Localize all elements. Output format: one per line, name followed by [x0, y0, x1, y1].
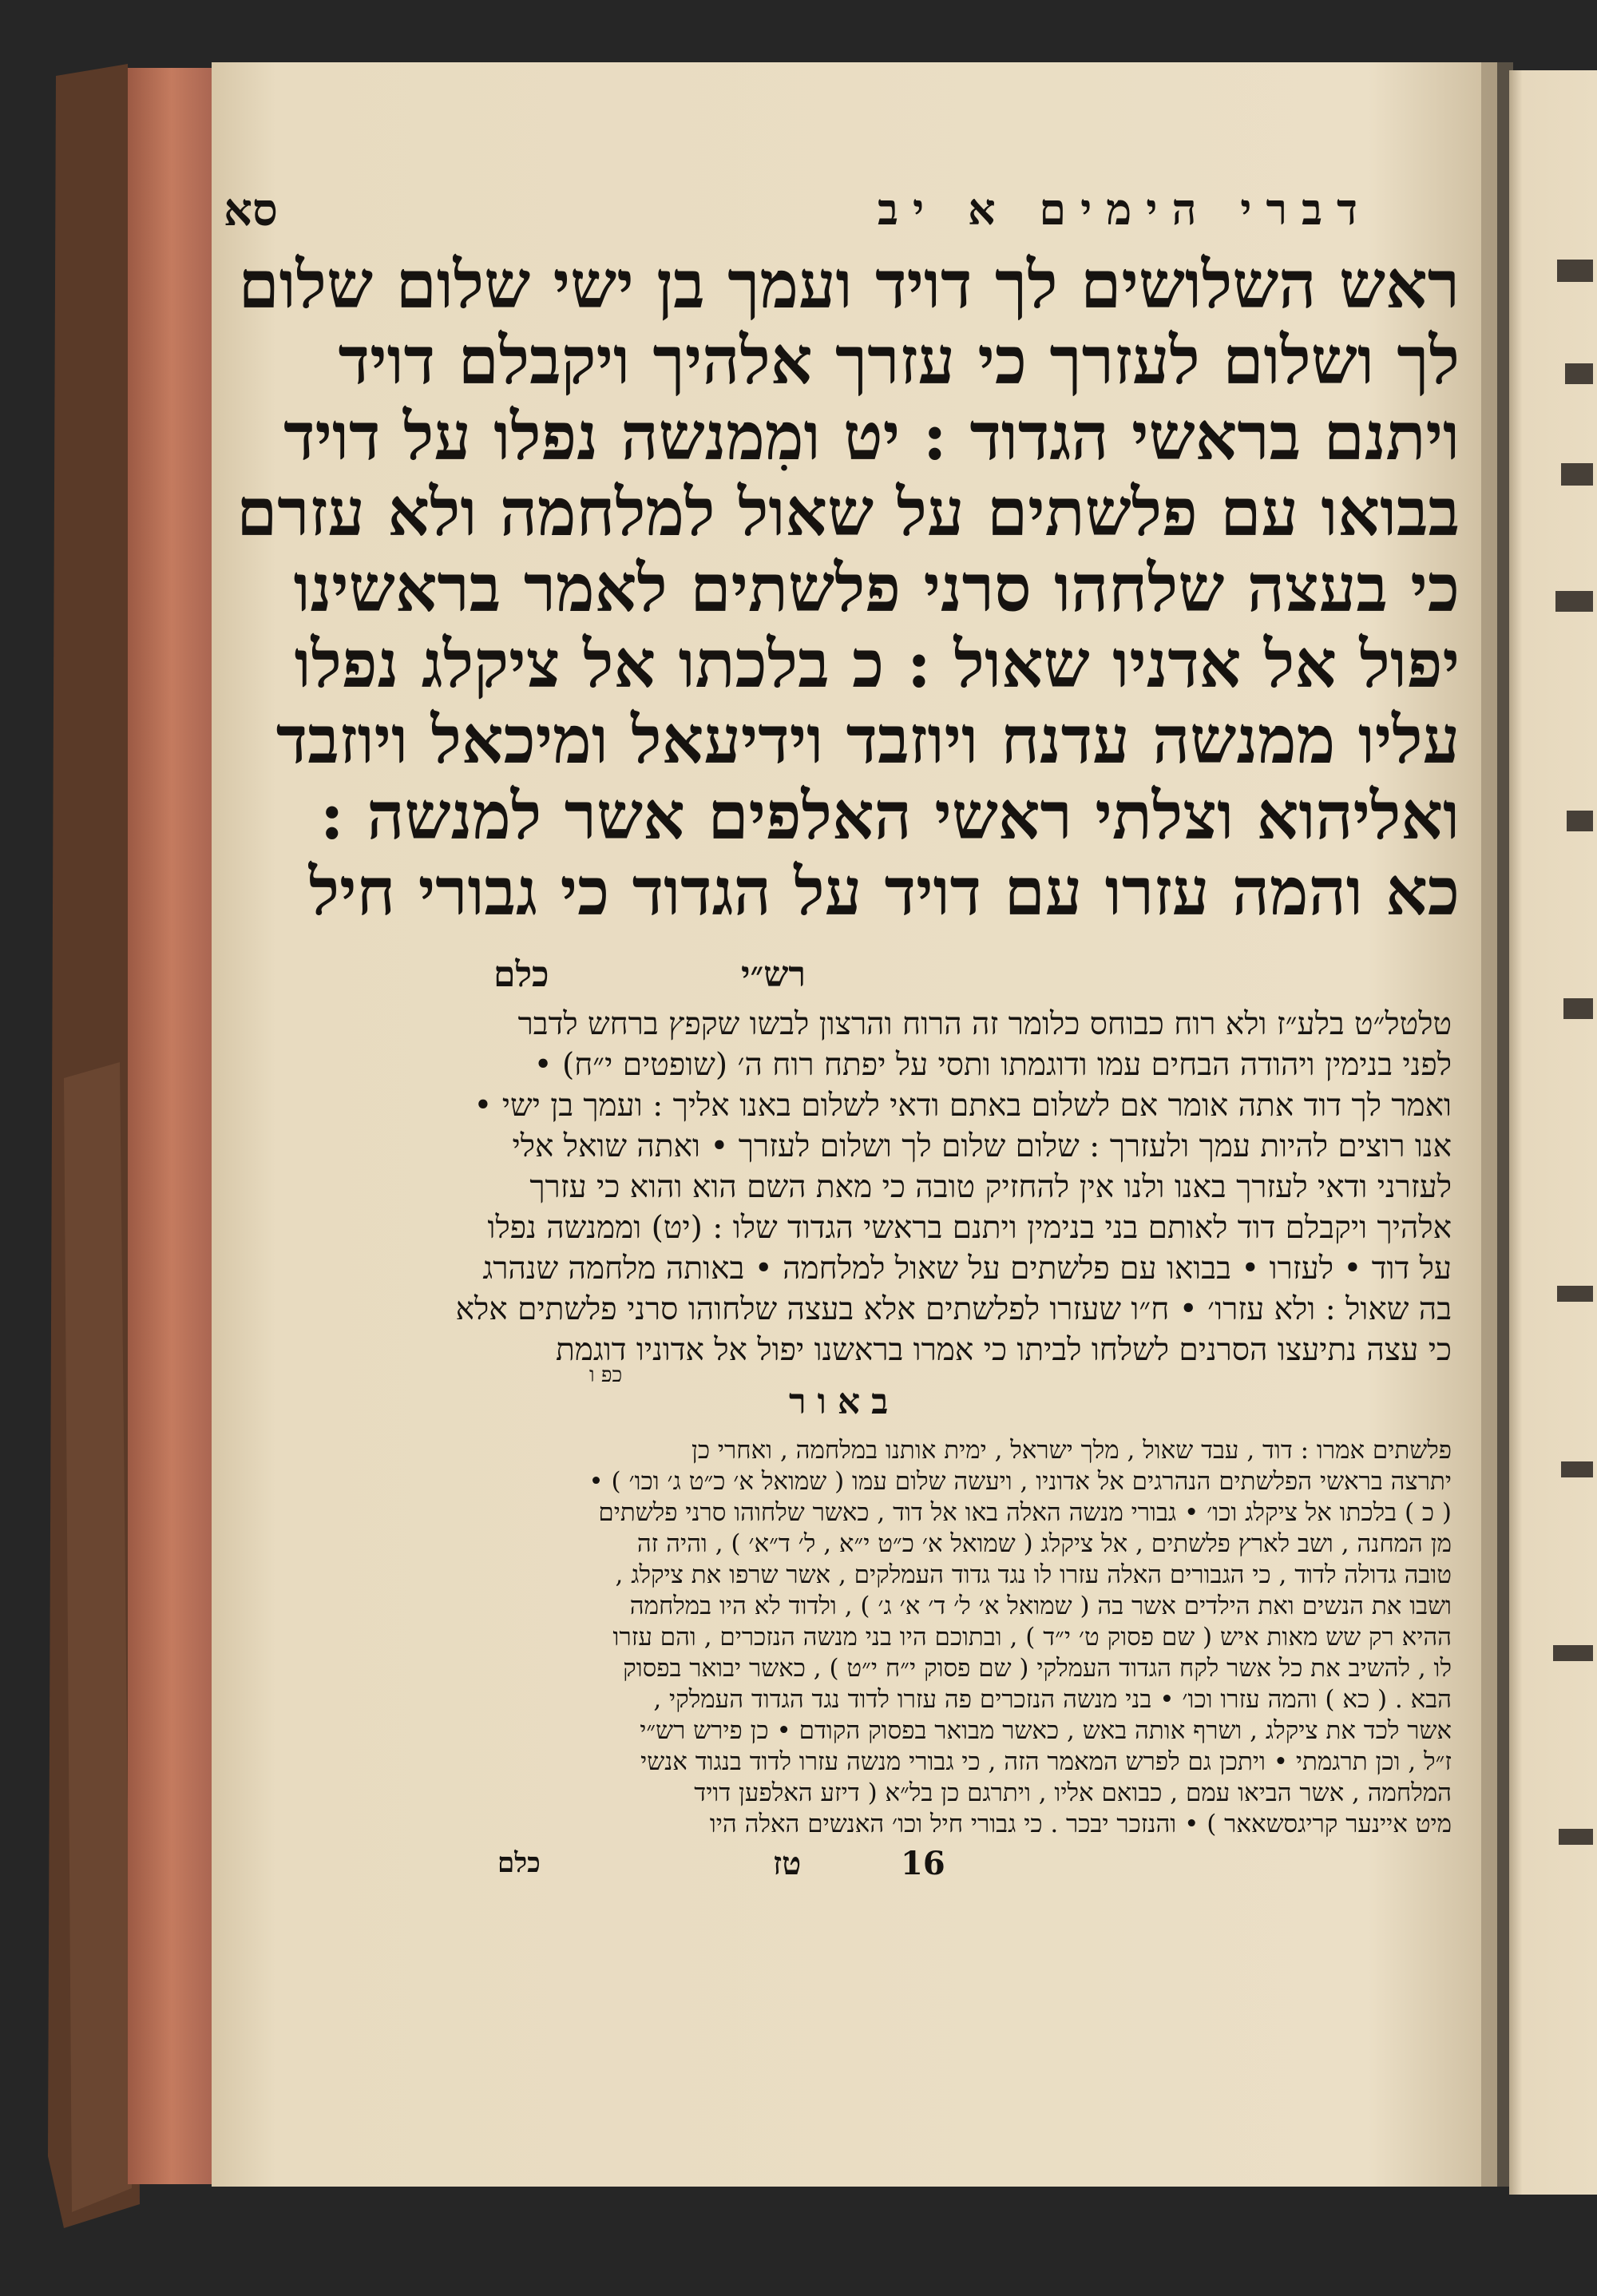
leather-cover-shade	[64, 1062, 132, 2212]
rashi-line: בה שאול : ולא עזרו׳ • ח״ו שעזרו לפלשתים אלא בעצה שלחוהו סרני פלשתים אלא	[455, 1291, 1452, 1327]
right-fragment	[1555, 591, 1593, 612]
scripture-line: ואליהוא וצלתי ראשי האלפים אשר למנשה :	[319, 778, 1460, 855]
folio-number: סא	[224, 184, 278, 236]
scripture-line: לך ושלום לעזרך כי עזרך אלהיך ויקבלם דויד	[338, 323, 1460, 399]
rashi-line: לעזרני ודאי לעזרך באנו ולנו אין להחזיק טובה כי מאת השם הוא והוא כי עזרך	[529, 1169, 1452, 1205]
biur-line: ההיא רק שש מאות איש ( שם פסוק ט׳ י״ד ) , ובתוכם היו בני מנשה הנזכרים , והם עזרו	[612, 1623, 1452, 1652]
rashi-line: כי עצה נתיעצו הסרנים לשלחו לביתו כי אמרו בראשנו יפול אל אדוניו דוגמת	[555, 1332, 1452, 1368]
biur-line: המלחמה , אשר הביאו עמם , כבואם אליו , ויתרגם כן בל״א ( דיזע האלפען דויד	[694, 1779, 1452, 1807]
right-fragment	[1567, 811, 1593, 831]
rashi-line: טלטל״ט בלע״ז ולא רוח כבוחס כלומר זה הרוח והרצון לבשו שקפץ ברחש לדבר	[517, 1006, 1452, 1042]
rashi-line: על דוד • לעזרו • בבואו עם פלשתים על שאול למלחמה • באותה מלחמה שנהרג	[482, 1251, 1452, 1287]
scripture-line: בבואו עם פלשתים על שאול למלחמה ולא עזרם	[236, 474, 1460, 551]
biur-line: אשר לכד את ציקלג , ושרף אותה באש , כאשר מבואר בפסוק הקודם • כן פירש רש״י	[640, 1716, 1452, 1745]
right-fragment	[1565, 363, 1593, 384]
biur-line: ז״ל , וכן תרגמתי • ויתכן גם לפרש המאמר הזה , כי גבורי מנשה עזרו לדוד בנגוד אנשי	[640, 1747, 1452, 1776]
biur-line: יתרצה בראשי הפלשתים הנהרגים אל אדוניו , ויעשה שלום עמו ( שמואל א׳ כ״ט ג׳ וכו׳ ) •	[588, 1467, 1452, 1496]
rashi-small-catchword: כפ ו	[589, 1363, 623, 1387]
scripture-line: עליו ממנשה עדנח ויוזבד וידיעאל ומיכאל ויוזבד	[275, 702, 1460, 779]
biur-line: לו , להשיב את כל אשר לקח הגדוד העמלקי ( שם פסוק י״ח י״ט ) , כאשר יבואר בפסוק	[623, 1654, 1452, 1683]
signature-mark: טז	[773, 1845, 802, 1882]
scripture-line: ויתנם בראשי הגדוד : יט ומִמנשה נפלו על דויד	[283, 399, 1460, 475]
running-head	[214, 184, 1492, 256]
scripture-line: ראש השלושים לך דויד ועמך בן ישי שלום שלום	[238, 247, 1460, 323]
rashi-line: לפני בנימין ויהודה הבחים עמו ודוגמתו ותסי על יפתח רוח ה׳ (שופטים י״ח) •	[533, 1047, 1452, 1083]
footer-catchword: כלם	[497, 1847, 541, 1879]
right-fragment	[1563, 998, 1593, 1019]
biur-line: טובה גדולה לדוד , כי הגבורים האלה עזרו לו נגד גדוד העמלקים , אשר שרפו את ציקלג ,	[615, 1560, 1452, 1589]
biur-line: פלשתים אמרו : דוד , עבד שאול , מלך ישראל , ימית אותנו במלחמה , ואחרי כן	[691, 1436, 1452, 1465]
running-title: דברי הימים א יב	[877, 184, 1372, 235]
biur-line: מיט איינער קריגסשאאר ) • והנזכר יבכר . כי גבורי חיל וכו׳ האנשים האלה היו	[709, 1810, 1452, 1838]
right-fragment	[1557, 1286, 1593, 1302]
right-page	[1509, 70, 1597, 2195]
biur-heading: באור	[789, 1382, 900, 1422]
rashi-catchword: כלם	[493, 954, 549, 995]
right-fragment	[1553, 1645, 1593, 1661]
rashi-line: ואמר לך דוד אתה אומר אם לשלום באתם ודאי לשלום באנו אליך : ועמך בן ישי •	[474, 1088, 1452, 1124]
rashi-line: אלהיך ויקבלם דוד לאותם בני בנימין ויתנם בראשי הגדוד שלו : (יט) וממנשה נפלו	[487, 1210, 1452, 1246]
biur-line: ושבו את הנשים ואת הילדים אשר בה ( שמואל א׳ ל׳ ד׳ א׳ ג׳ ) , ולדוד לא היו במלחמה	[629, 1592, 1452, 1620]
right-fragment	[1561, 1461, 1593, 1477]
scripture-line: כא והמה עזרו עם דויד על הגדוד כי גבורי חיל	[308, 854, 1460, 930]
biur-line: הבא . ( כא ) והמה עזרו וכו׳ • בני מנשה הנזכרים פה עזרו לדוד נגד הגדוד העמלקי ,	[653, 1685, 1452, 1714]
right-fragment	[1557, 260, 1593, 282]
scripture-line: יפול אל אדניו שאול : כ בלכתו אל ציקלג נפלו	[294, 626, 1460, 703]
rashi-heading: רש״י	[741, 954, 806, 995]
page-edges	[128, 68, 216, 2184]
right-fragment	[1559, 1829, 1593, 1845]
right-fragment	[1561, 463, 1593, 486]
signature-number: 16	[901, 1845, 945, 1882]
biur-line: מן המחנה , ושב לארץ פלשתים , אל ציקלג ( שמואל א׳ כ״ט י״א , ל׳ ד״א׳ ) , והיה זה	[636, 1529, 1452, 1558]
rashi-line: אנו רוצים להיות עמך ולעזרך : שלום שלום לך ושלום לעזרך • ואתה שואל אלי	[512, 1128, 1452, 1164]
biur-line: ( כ ) בלכתו אל ציקלג וכו׳ • גבורי מנשה האלה באו אל דוד , כאשר שלחוהו סרני פלשתים	[598, 1498, 1452, 1527]
scripture-line: כי בעצה שלחהו סרני פלשתים לאמר בראשינו	[293, 550, 1460, 627]
left-page-content	[214, 68, 1492, 2180]
